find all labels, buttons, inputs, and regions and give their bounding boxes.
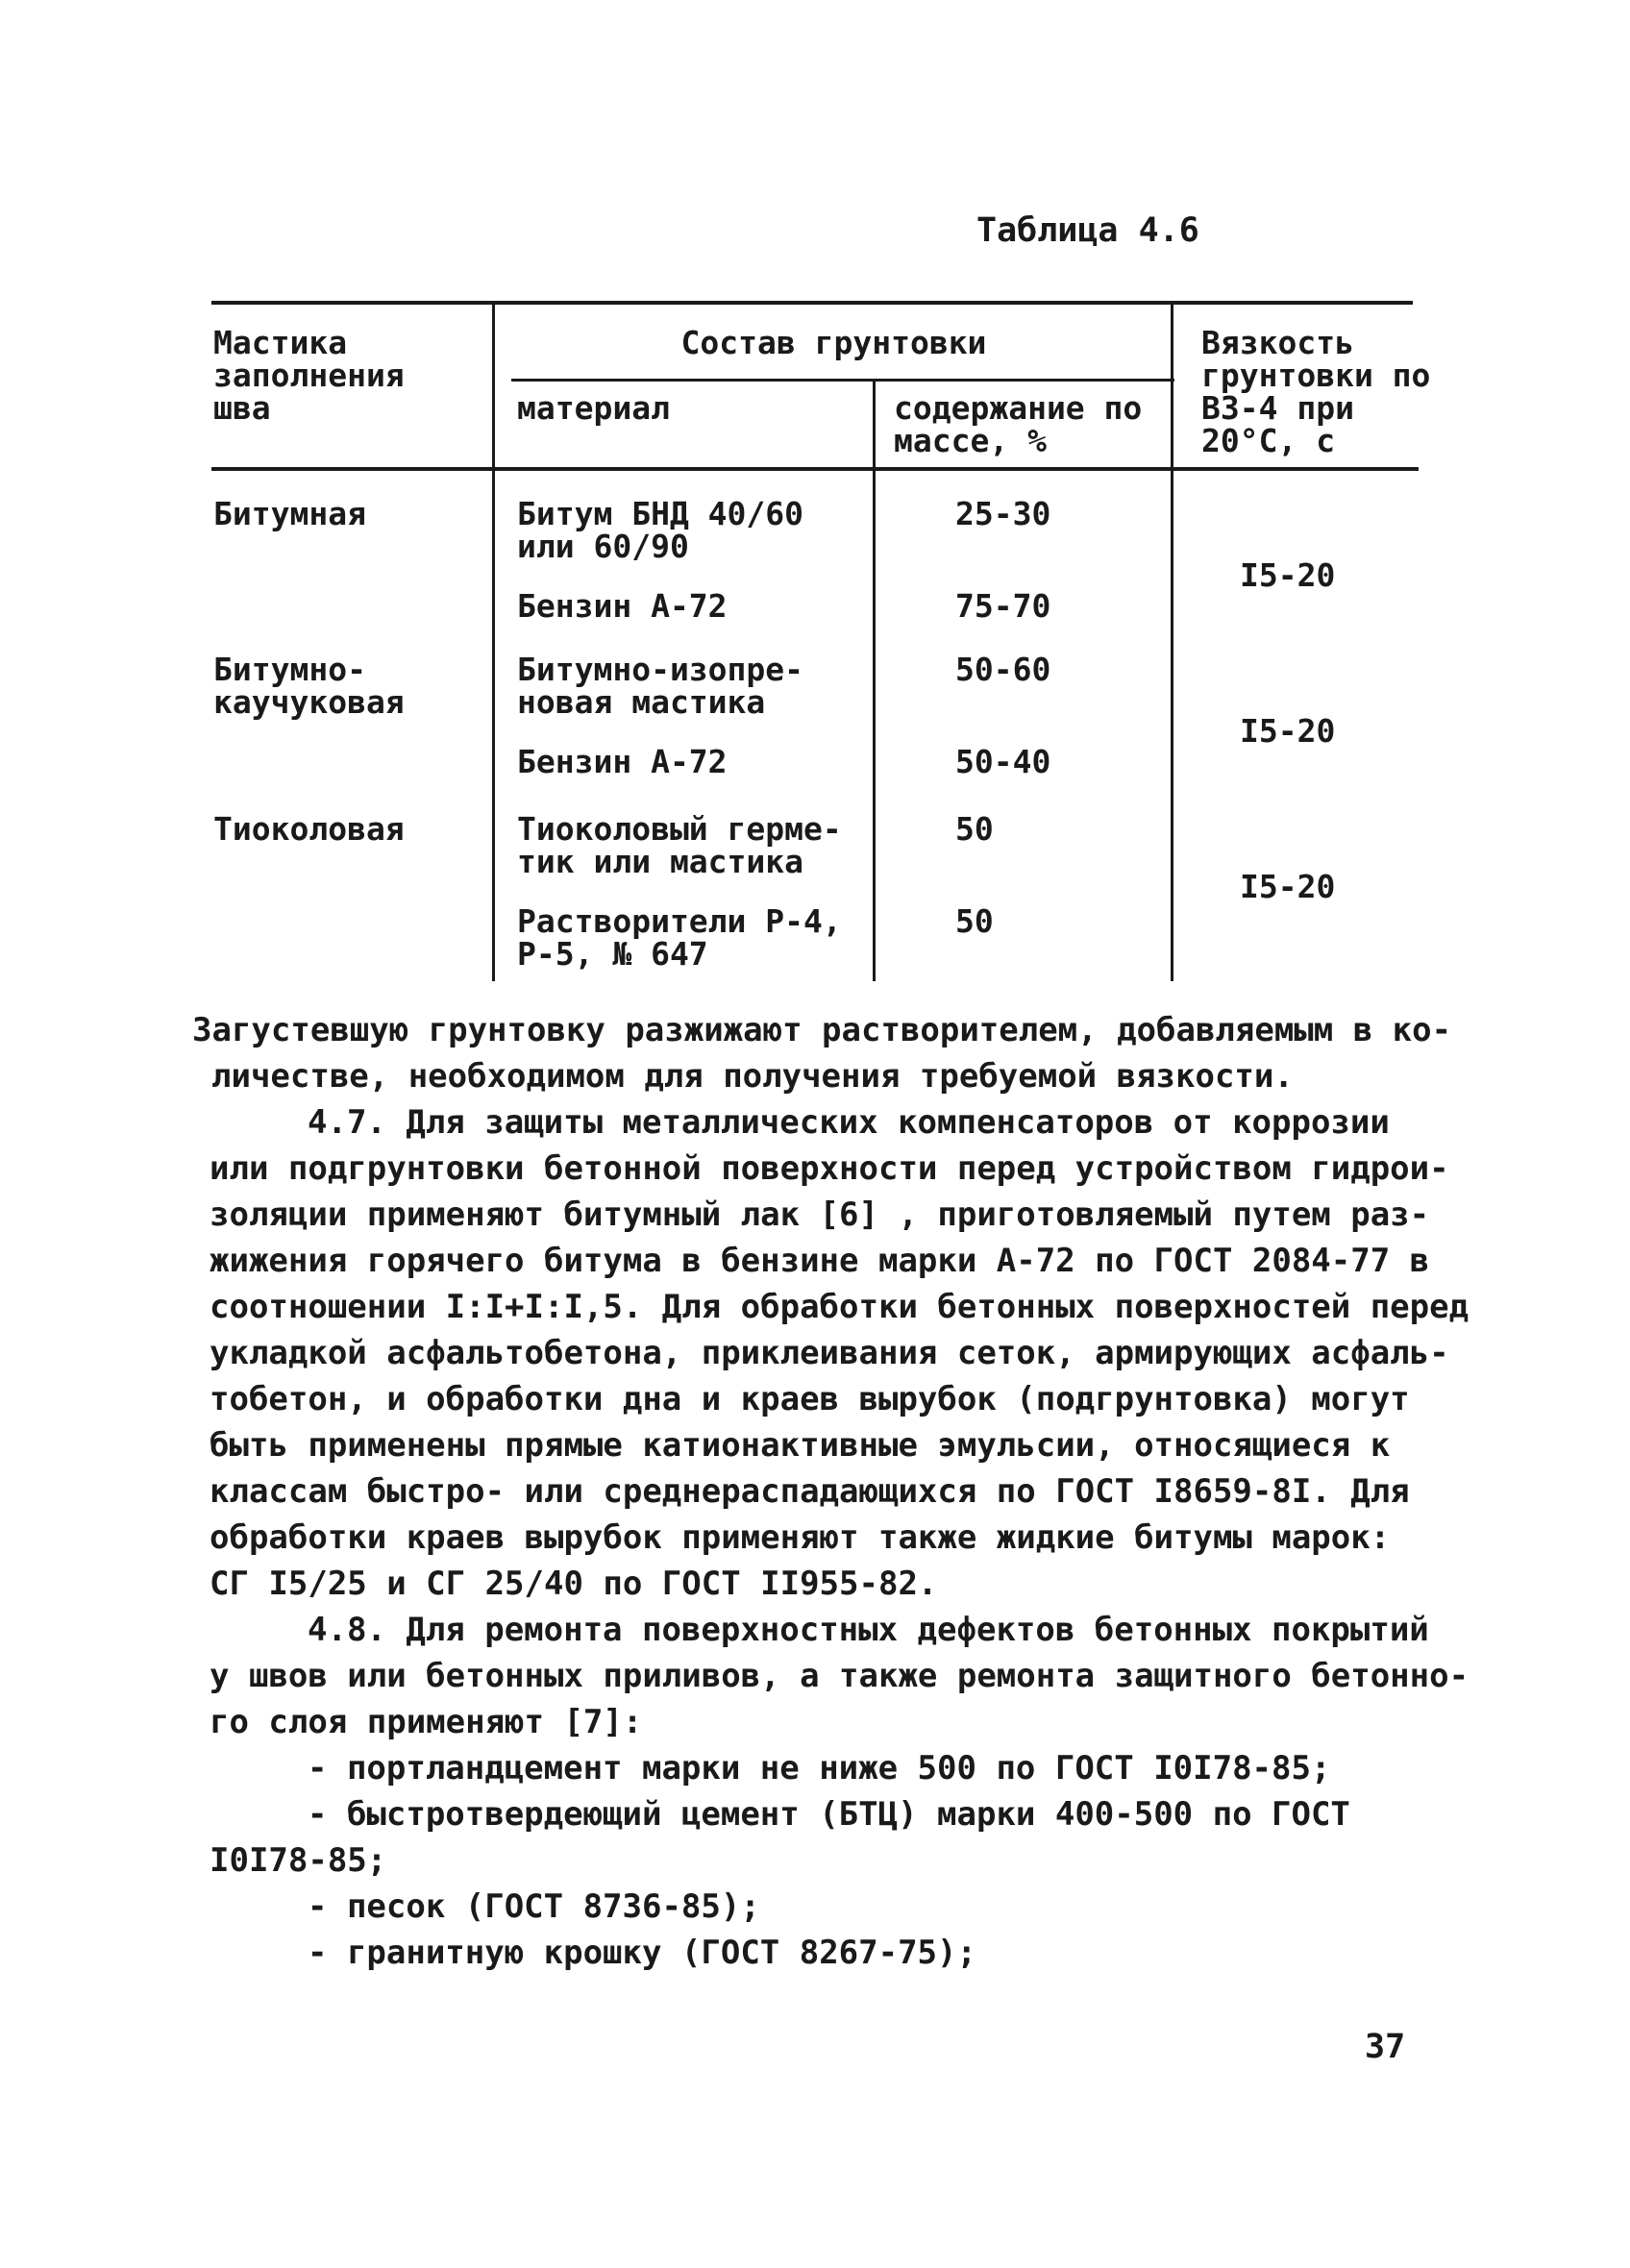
list-item: - песок (ГОСТ 8736-85);	[308, 1887, 760, 1926]
list-item: - быстротвердеющий цемент (БТЦ) марки 400-500 по ГОСТ	[308, 1795, 1350, 1834]
row-3-content-1: 50	[955, 810, 994, 848]
row-1-mastic: Битумная	[213, 495, 366, 532]
row-1-viscosity: I5-20	[1240, 556, 1336, 594]
row-2-material-2: Бензин А-72	[517, 743, 728, 780]
row-1-content-2: 75-70	[955, 587, 1051, 625]
row-3-mastic: Тиоколовая	[213, 810, 405, 848]
row-3-viscosity: I5-20	[1240, 868, 1336, 905]
header-content: содержание по массе, %	[894, 389, 1143, 459]
paragraph-thinning: Загустевшую грунтовку разжижают растворителем, добавляемым в ко- личестве, необходимом для получения требуемой вязкости.	[192, 1011, 1452, 1096]
table-caption: Таблица 4.6	[976, 211, 1199, 250]
materials-list	[210, 1745, 1350, 1976]
page-number: 37	[1365, 2028, 1406, 2066]
row-2-mastic: Битумно- каучуковая	[213, 651, 405, 721]
paragraph-4-8: 4.8. Для ремонта поверхностных дефектов бетонных покрытий у швов или бетонных приливов, а также ремонта защитного бетонно- го слоя применяют [7]:	[210, 1611, 1469, 1741]
header-viscosity: Вязкость грунтовки по ВЗ-4 при 20°С, с	[1201, 324, 1431, 459]
row-3-content-2: 50	[955, 902, 994, 940]
table-top-rule	[211, 301, 1413, 305]
row-1-material-1: Битум БНД 40/60 или 60/90	[517, 495, 804, 565]
row-2-viscosity: I5-20	[1240, 712, 1336, 750]
row-2-content-1: 50-60	[955, 651, 1051, 688]
table-vline-2	[873, 379, 876, 981]
row-2-content-2: 50-40	[955, 743, 1051, 780]
paragraph-4-7: 4.7. Для защиты металлических компенсаторов от коррозии или подгрунтовки бетонной поверхности перед устройством гидрои- золяции применяют битумный лак [6] , приготовляемый путем раз- жижения горячего битума в бензине марки А-72 по ГОСТ 2084-77 в соотношении I:I+I:I,5. Для обработки бетонных поверхностей перед укладкой асфальтобетона, приклеивания сеток, армирующих асфаль- тобетон, и обработки дна и краев вырубок (подгрунтовка) могут быть применены прямые катионактивные эмульсии, относящиеся к классам быстро- или среднераспадающихся по ГОСТ I8659-8I. Для обработки краев вырубок применяют также жидкие битумы марок: СГ I5/25 и СГ 25/40 по ГОСТ II955-82.	[210, 1103, 1469, 1603]
row-2-material-1: Битумно-изопре- новая мастика	[517, 651, 804, 721]
row-1-material-2: Бензин А-72	[517, 587, 728, 625]
list-item: - портландцемент марки не ниже 500 по ГОСТ I0I78-85;	[308, 1749, 1331, 1787]
table-header-subrule	[511, 379, 1174, 382]
table-header-bottom-rule	[211, 467, 1419, 471]
table-vline-1	[492, 301, 495, 981]
row-1-content-1: 25-30	[955, 495, 1051, 532]
header-material: материал	[517, 389, 670, 427]
header-composition: Состав грунтовки	[680, 324, 987, 361]
row-3-material-2: Растворители Р-4, Р-5, № 647	[517, 902, 842, 973]
header-mastic: Мастика заполнения шва	[213, 324, 405, 427]
list-item: - гранитную крошку (ГОСТ 8267-75);	[308, 1934, 976, 1972]
list-item: I0I78-85;	[210, 1841, 387, 1880]
row-3-material-1: Тиоколовый герме- тик или мастика	[517, 810, 842, 880]
table-vline-3	[1171, 301, 1173, 981]
